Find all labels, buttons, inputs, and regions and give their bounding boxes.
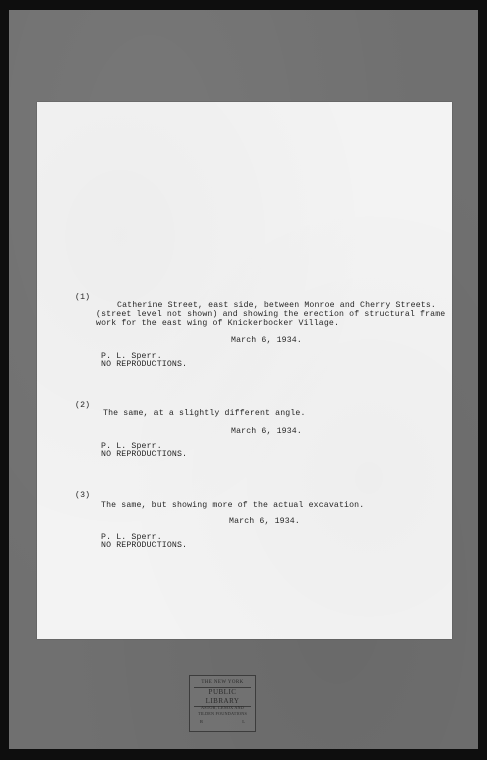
document-page (37, 102, 452, 639)
stamp-left-mark: R (200, 719, 204, 724)
entry-1-line-3: work for the east wing of Knickerbocker Village. (96, 319, 340, 328)
entry-3-photographer: P. L. Sperr. (101, 533, 162, 542)
entry-2-number: (2) (75, 401, 91, 410)
stamp-line-3: ASTOR, LENOX AND (200, 705, 245, 710)
entry-1-line-1: Catherine Street, east side, between Monroe and Cherry Streets. (117, 301, 436, 310)
stamp-right-mark: L (242, 719, 245, 724)
entry-2-restriction: NO REPRODUCTIONS. (101, 450, 188, 459)
entry-3-date: March 6, 1934. (229, 517, 300, 526)
stamp-line-1: THE NEW YORK (201, 680, 244, 685)
entry-3-restriction: NO REPRODUCTIONS. (101, 541, 188, 550)
stamp-line-2: PUBLIC LIBRARY (194, 687, 251, 707)
entry-1-restriction: NO REPRODUCTIONS. (101, 360, 188, 369)
entry-2-photographer: P. L. Sperr. (101, 442, 162, 451)
entry-3-line-1: The same, but showing more of the actual excavation. (101, 501, 365, 510)
entry-1-number: (1) (75, 293, 91, 302)
entry-2-date: March 6, 1934. (231, 427, 302, 436)
entry-2-line-1: The same, at a slightly different angle. (103, 409, 306, 418)
entry-1-line-2: (street level not shown) and showing the erection of structural frame (96, 310, 446, 319)
stamp-marks (200, 719, 245, 724)
library-stamp (189, 675, 256, 732)
entry-3-number: (3) (75, 491, 91, 500)
entry-1-date: March 6, 1934. (231, 336, 302, 345)
entry-1-photographer: P. L. Sperr. (101, 352, 162, 361)
stamp-line-4: TILDEN FOUNDATIONS (197, 711, 248, 716)
